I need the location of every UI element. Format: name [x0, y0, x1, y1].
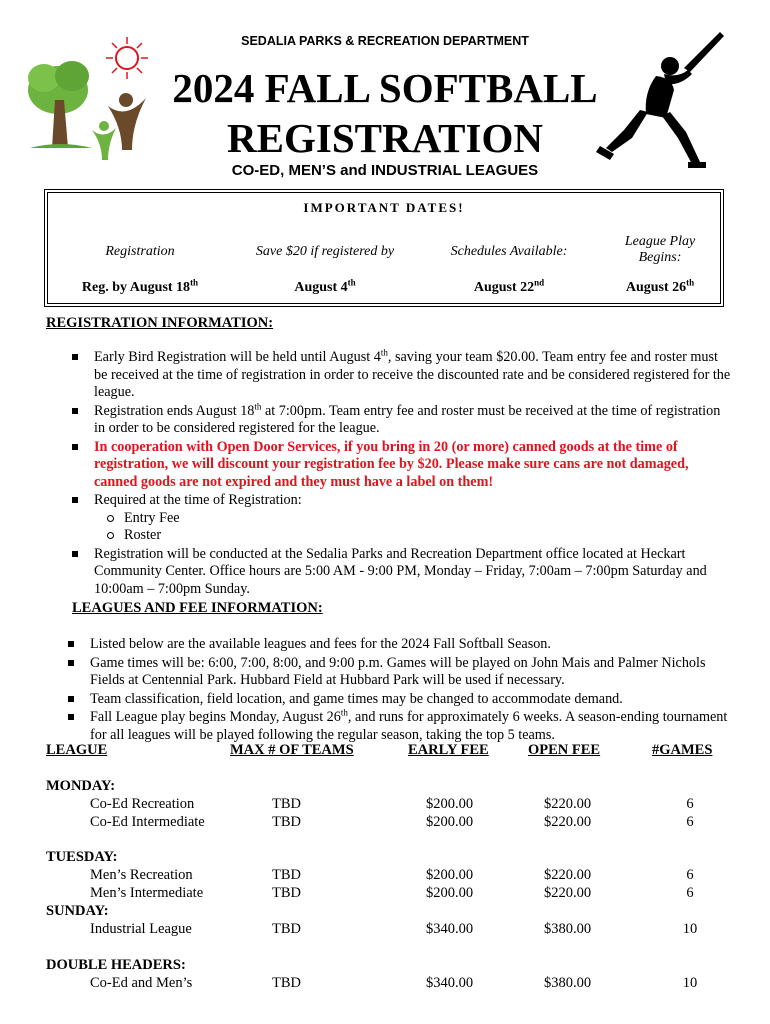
leagues-info-heading: LEAGUES AND FEE INFORMATION: — [72, 600, 323, 616]
date-value: August 26 — [625, 280, 687, 295]
col-header-early-fee: EARLY FEE — [408, 742, 489, 758]
cell-games: 6 — [686, 885, 694, 901]
page-title-line2: REGISTRATION — [227, 115, 543, 161]
cell-games: 6 — [686, 867, 694, 883]
canned-goods-notice: In cooperation with Open Door Services, if you bring in 20 (or more) canned goods at the time of registration, we will discount your registration fee by $20. Please make sure cans are not damaged, canned goods are not expired and they must have a label on them! — [94, 439, 734, 492]
date-label: Save $20 if registered by — [255, 244, 395, 259]
table-row — [0, 867, 770, 885]
important-dates-heading: IMPORTANT DATES! — [303, 200, 465, 215]
date-value: August 4 — [294, 280, 348, 295]
cell-open: $380.00 — [544, 975, 592, 991]
date-value: Reg. by August 18 — [81, 280, 191, 295]
date-value-registration — [55, 277, 225, 296]
people-icon — [92, 93, 146, 160]
fee-table-header — [46, 742, 736, 760]
cell-early: $340.00 — [426, 921, 474, 937]
table-row — [0, 885, 770, 903]
cell-games: 6 — [686, 814, 694, 830]
important-dates-box — [44, 189, 724, 307]
group-double-headers: DOUBLE HEADERS: — [46, 957, 186, 973]
cell-max: TBD — [272, 814, 301, 830]
cell-early: $200.00 — [426, 885, 474, 901]
col-header-max-teams: MAX # OF TEAMS — [230, 742, 354, 758]
date-value-save — [225, 277, 425, 296]
date-col-registration — [55, 244, 225, 260]
page-subtitle: CO-ED, MEN’S and INDUSTRIAL LEAGUES — [231, 162, 539, 179]
col-header-games: #GAMES — [652, 742, 713, 758]
group-monday: MONDAY: — [46, 778, 116, 794]
page-title-line1: 2024 FALL SOFTBALL — [172, 65, 598, 111]
list-item-text: , saving your team $20.00. Team entry fee and roster must be received at the time of registration in order to receive the discounted rate and be considered registered for the league. — [94, 349, 731, 400]
list-item-suffix: th — [340, 707, 348, 718]
date-label-line1: League Play — [624, 234, 696, 249]
cell-max: TBD — [272, 867, 301, 883]
cell-open: $380.00 — [544, 921, 592, 937]
softball-player-icon — [592, 26, 742, 176]
date-label: Registration — [105, 244, 175, 259]
date-suffix: th — [686, 277, 695, 288]
group-tuesday: TUESDAY: — [46, 849, 118, 865]
list-item — [94, 400, 734, 438]
cell-early: $200.00 — [426, 814, 474, 830]
cell-league: Men’s Recreation — [90, 867, 193, 883]
date-label-line2: Begins: — [638, 250, 682, 265]
date-label: Schedules Available: — [450, 244, 568, 259]
list-item-suffix: th — [380, 347, 388, 358]
sun-icon — [106, 37, 148, 79]
date-value: August 22 — [473, 280, 535, 295]
cell-league: Co-Ed Intermediate — [90, 814, 205, 830]
tree-icon — [28, 61, 92, 148]
table-row — [0, 814, 770, 832]
cell-open: $220.00 — [544, 796, 592, 812]
list-item-suffix: th — [254, 400, 262, 411]
sub-list-item: Roster — [124, 527, 734, 545]
department-name: SEDALIA PARKS & RECREATION DEPARTMENT — [241, 34, 529, 48]
date-suffix: th — [347, 277, 356, 288]
col-header-league: LEAGUE — [46, 742, 108, 758]
group-sunday: SUNDAY: — [46, 903, 109, 919]
cell-games: 10 — [682, 975, 698, 991]
list-item: Game times will be: 6:00, 7:00, 8:00, and 9:00 p.m. Games will be played on John Mais and Palmer Nichols Fields at Centennial Park. Hubbard Field at Hubbard Park will be used if necessary. — [90, 655, 730, 690]
cell-open: $220.00 — [544, 885, 592, 901]
list-item: Team classification, field location, and game times may be changed to accommodate demand. — [90, 691, 730, 709]
cell-league: Co-Ed and Men’s — [90, 975, 193, 991]
cell-games: 6 — [686, 796, 694, 812]
date-value-schedules — [411, 277, 607, 296]
cell-max: TBD — [272, 921, 301, 937]
cell-early: $340.00 — [426, 975, 474, 991]
registration-info-heading: REGISTRATION INFORMATION: — [46, 315, 274, 331]
date-col-save — [225, 244, 425, 260]
list-item: Listed below are the available leagues and fees for the 2024 Fall Softball Season. — [90, 636, 730, 654]
cell-max: TBD — [272, 975, 301, 991]
table-row — [0, 921, 770, 939]
cell-early: $200.00 — [426, 867, 474, 883]
cell-league: Industrial League — [90, 921, 192, 937]
date-value-league-play — [585, 277, 735, 296]
date-suffix: th — [190, 277, 199, 288]
list-item — [94, 349, 734, 402]
list-item-text: Required at the time of Registration: — [94, 492, 302, 508]
list-item-text: , and runs for approximately 6 weeks. A season-ending tournament for all leagues will be played following the regular season, taking the top 5 teams. — [90, 709, 728, 743]
date-col-league-play — [585, 234, 735, 266]
leagues-info-list — [90, 636, 730, 745]
table-row — [0, 975, 770, 993]
sub-list-item: Entry Fee — [124, 510, 734, 528]
cell-max: TBD — [272, 885, 301, 901]
cell-league: Co-Ed Recreation — [90, 796, 195, 812]
list-item-text: at 7:00pm. Team entry fee and roster must be received at the time of registration in order to be considered registered for the league. — [94, 402, 721, 436]
cell-league: Men’s Intermediate — [90, 885, 204, 901]
cell-open: $220.00 — [544, 814, 592, 830]
table-row — [0, 796, 770, 814]
list-item-text: Early Bird Registration will be held until August 4 — [94, 349, 381, 365]
col-header-open-fee: OPEN FEE — [528, 742, 601, 758]
list-item — [90, 709, 730, 744]
date-col-schedules — [411, 244, 607, 260]
required-items-list — [94, 510, 734, 545]
list-item-text: Registration ends August 18 — [94, 402, 255, 419]
cell-open: $220.00 — [544, 867, 592, 883]
cell-games: 10 — [682, 921, 698, 937]
list-item-text: Fall League play begins Monday, August 26 — [90, 709, 341, 725]
cell-early: $200.00 — [426, 796, 474, 812]
list-item: Registration will be conducted at the Sedalia Parks and Recreation Department office located at Heckart Community Center. Office hours are 5:00 AM - 9:00 PM, Monday – Friday, 7:00am – 7:00pm Saturday and 10:00am – 7:00pm Sunday. — [94, 546, 734, 599]
cell-max: TBD — [272, 796, 301, 812]
list-item — [94, 492, 734, 545]
date-suffix: nd — [534, 277, 545, 288]
registration-info-list — [94, 349, 734, 599]
